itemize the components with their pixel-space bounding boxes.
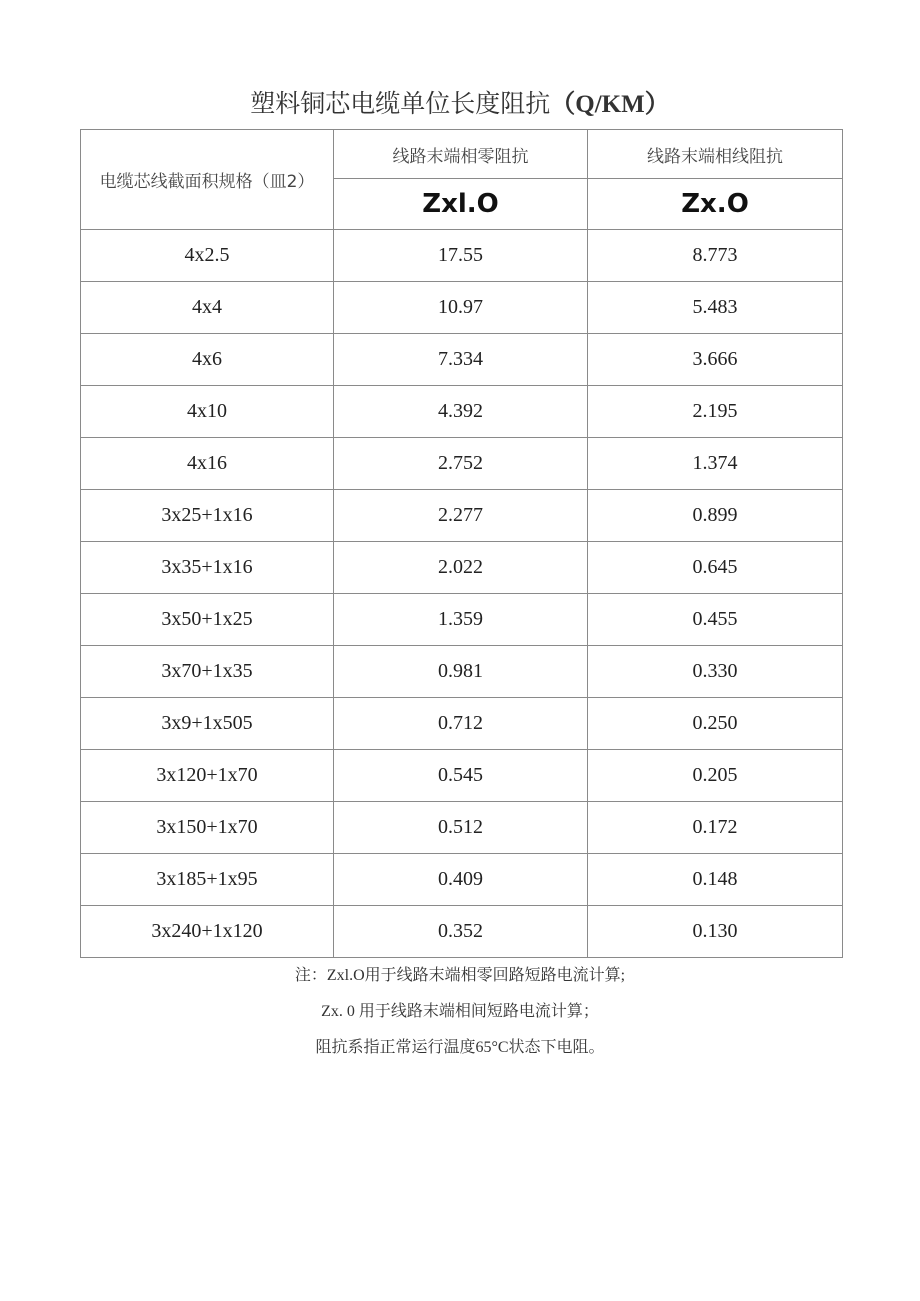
header-symbol-zxo: Zx.O xyxy=(588,179,843,230)
table-row xyxy=(81,542,843,594)
cell-zxo: 0.130 xyxy=(588,906,843,958)
table-row xyxy=(81,698,843,750)
cell-spec: 4x2.5 xyxy=(81,230,334,282)
table-row xyxy=(81,802,843,854)
table-row xyxy=(81,750,843,802)
cell-zxo: 0.205 xyxy=(588,750,843,802)
cell-zxlo: 0.545 xyxy=(334,750,588,802)
cell-zxo: 0.330 xyxy=(588,646,843,698)
cell-zxo: 8.773 xyxy=(588,230,843,282)
title-text: 塑料铜芯电缆单位长度阻抗 xyxy=(250,89,551,118)
cell-spec: 4x4 xyxy=(81,282,334,334)
cell-spec: 3x35+1x16 xyxy=(81,542,334,594)
cell-zxlo: 0.712 xyxy=(334,698,588,750)
table-row xyxy=(81,334,843,386)
cell-spec: 3x50+1x25 xyxy=(81,594,334,646)
title-unit: （Q/KM） xyxy=(550,91,670,118)
cell-spec: 4x6 xyxy=(81,334,334,386)
cell-zxo: 0.250 xyxy=(588,698,843,750)
header-symbol-zxlo: Zxl.O xyxy=(334,179,588,230)
cell-zxo: 0.148 xyxy=(588,854,843,906)
cell-zxlo: 2.752 xyxy=(334,438,588,490)
notes xyxy=(0,958,920,1066)
note-3: 阻抗系指正常运行温度65°C状态下电阻。 xyxy=(315,1039,605,1056)
cell-zxo: 0.645 xyxy=(588,542,843,594)
table-row xyxy=(81,594,843,646)
impedance-table xyxy=(80,129,843,958)
cell-zxo: 1.374 xyxy=(588,438,843,490)
cell-zxlo: 0.352 xyxy=(334,906,588,958)
header-cross-section: 电缆芯线截面积规格（皿2） xyxy=(81,130,334,230)
cell-spec: 3x240+1x120 xyxy=(81,906,334,958)
table-row xyxy=(81,230,843,282)
table-row xyxy=(81,438,843,490)
cell-spec: 3x25+1x16 xyxy=(81,490,334,542)
cell-zxo: 0.455 xyxy=(588,594,843,646)
cell-zxlo: 2.022 xyxy=(334,542,588,594)
header-phase-phase: 线路末端相线阻抗 xyxy=(588,130,843,179)
cell-spec: 4x10 xyxy=(81,386,334,438)
table-row xyxy=(81,854,843,906)
cell-spec: 4x16 xyxy=(81,438,334,490)
cell-zxo: 5.483 xyxy=(588,282,843,334)
table-row xyxy=(81,490,843,542)
note-2: Zx. 0 用于线路末端相间短路电流计算； xyxy=(321,1003,599,1020)
cell-zxo: 2.195 xyxy=(588,386,843,438)
page-title xyxy=(0,84,920,120)
cell-zxlo: 17.55 xyxy=(334,230,588,282)
header-phase-neutral: 线路末端相零阻抗 xyxy=(334,130,588,179)
table-row xyxy=(81,906,843,958)
cell-spec: 3x70+1x35 xyxy=(81,646,334,698)
cell-zxo: 0.899 xyxy=(588,490,843,542)
table-row xyxy=(81,646,843,698)
cell-spec: 3x9+1x505 xyxy=(81,698,334,750)
cell-spec: 3x120+1x70 xyxy=(81,750,334,802)
cell-zxlo: 0.409 xyxy=(334,854,588,906)
cell-zxlo: 4.392 xyxy=(334,386,588,438)
cell-zxo: 3.666 xyxy=(588,334,843,386)
cell-zxlo: 0.981 xyxy=(334,646,588,698)
table-row xyxy=(81,282,843,334)
cell-zxlo: 10.97 xyxy=(334,282,588,334)
cell-zxo: 0.172 xyxy=(588,802,843,854)
cell-zxlo: 7.334 xyxy=(334,334,588,386)
cell-spec: 3x150+1x70 xyxy=(81,802,334,854)
cell-zxlo: 2.277 xyxy=(334,490,588,542)
cell-spec: 3x185+1x95 xyxy=(81,854,334,906)
cell-zxlo: 1.359 xyxy=(334,594,588,646)
cell-zxlo: 0.512 xyxy=(334,802,588,854)
note-1: 注：Zxl.O用于线路末端相零回路短路电流计算; xyxy=(294,967,626,984)
table-row xyxy=(81,386,843,438)
